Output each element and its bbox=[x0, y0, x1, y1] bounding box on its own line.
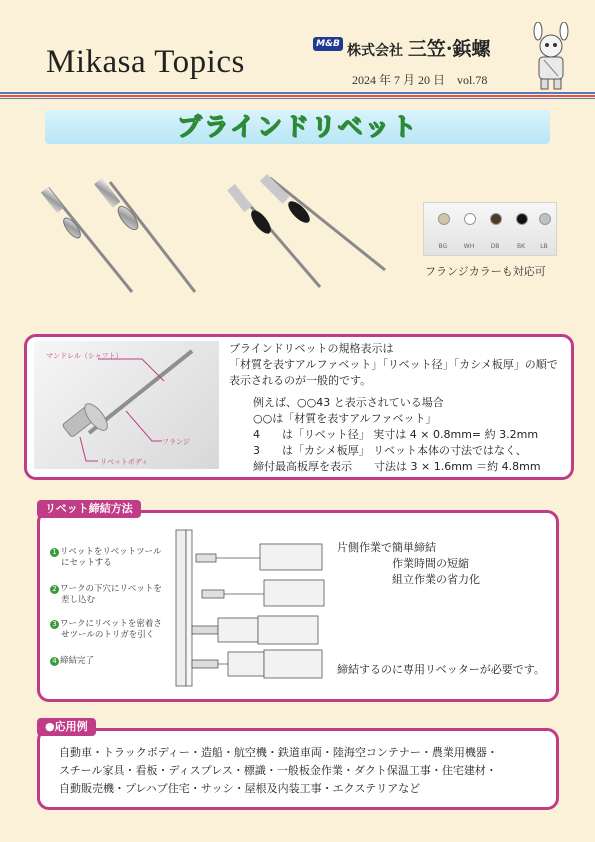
applications-line: スチール家具・看板・ディスプレス・標識・一般板金作業・ダクト保温工事・住宅建材・ bbox=[59, 764, 497, 777]
spec-box bbox=[24, 334, 574, 480]
spec-intro-line: 「材質を表すアルファベット」「リベット径」「カシメ板厚」の順で bbox=[229, 358, 558, 371]
flange-color-swatches bbox=[423, 202, 557, 256]
step-line: せツールのトリガを引く bbox=[61, 630, 155, 640]
spec-intro-line: 表示されるのが一般的です。 bbox=[229, 374, 372, 387]
fastening-diagram bbox=[168, 526, 328, 688]
spec-example-line: 3 は「カシメ板厚」 リベット本体の寸法ではなく、 bbox=[253, 444, 527, 457]
issue-date: 2024 年 7 月 20 日 vol.78 bbox=[352, 73, 488, 87]
company-name-block bbox=[347, 34, 491, 61]
banner-heading: ブラインドリベット bbox=[176, 112, 419, 141]
flange-caption: フランジカラーも対応可 bbox=[425, 265, 546, 278]
swatch-bk bbox=[516, 213, 528, 225]
header-rule-blue bbox=[0, 92, 595, 94]
method-step bbox=[50, 584, 175, 606]
header-rule-thin bbox=[0, 98, 595, 99]
swatch-label: WH bbox=[463, 243, 475, 250]
label-flange: フランジ bbox=[162, 438, 190, 446]
spec-example-line: 例えば、○○43 と表示されている場合 bbox=[253, 396, 444, 409]
rivet-diagram-photo bbox=[34, 341, 219, 469]
step-number-icon: 4 bbox=[50, 657, 59, 666]
spec-example bbox=[253, 395, 573, 475]
method-point: 作業時間の短縮 bbox=[392, 557, 469, 570]
company-logo: M&B bbox=[313, 37, 343, 51]
step-line: ワークの下穴にリベットを bbox=[60, 584, 162, 594]
swatch-label: LB bbox=[540, 243, 548, 250]
applications-list bbox=[59, 744, 549, 798]
swatch-wh bbox=[464, 213, 476, 225]
step-line: リベットをリベットツール bbox=[60, 547, 162, 557]
method-note: 締結するのに専用リベッターが必要です。 bbox=[337, 663, 545, 676]
method-point: 組立作業の省力化 bbox=[392, 573, 480, 586]
swatch-lb bbox=[539, 213, 551, 225]
rivet-photo-black-flange bbox=[225, 172, 400, 307]
spec-example-line: ○○は「材質を表すアルファベット」 bbox=[253, 412, 437, 425]
applications-label: ●応用例 bbox=[37, 718, 96, 736]
step-number-icon: 3 bbox=[50, 620, 59, 629]
step-number-icon: 2 bbox=[50, 585, 59, 594]
applications-line: 自動販売機・プレハブ住宅・サッシ・屋根及内装工事・エクステリアなど bbox=[59, 782, 421, 795]
mascot-illustration bbox=[528, 22, 574, 92]
spec-intro-line: ブラインドリベットの規格表示は bbox=[229, 342, 394, 355]
label-mandrel: マンドレル（シャフト） bbox=[46, 352, 123, 360]
step-line: ワークにリベットを密着さ bbox=[60, 619, 162, 629]
swatch-db bbox=[490, 213, 502, 225]
label-body: リベットボディ bbox=[100, 458, 149, 466]
swatch-label: BG bbox=[438, 243, 448, 250]
method-step bbox=[50, 547, 175, 569]
header-rule-red bbox=[0, 95, 595, 97]
method-point: 片側作業で簡単締結 bbox=[337, 541, 436, 554]
method-step bbox=[50, 656, 175, 667]
step-line: 締結完了 bbox=[60, 656, 95, 666]
company-prefix: 株式会社 bbox=[347, 43, 403, 59]
spec-intro bbox=[229, 341, 569, 389]
applications-line: 自動車・トラックボディー・造船・航空機・鉄道車両・陸海空コンテナー・農業用機器・ bbox=[59, 746, 498, 759]
rivet-photo-silver bbox=[40, 172, 210, 312]
method-step bbox=[50, 619, 175, 641]
company-name: 三笠·鋲螺 bbox=[407, 38, 491, 60]
step-number-icon: 1 bbox=[50, 548, 59, 557]
swatch-label: DB bbox=[490, 243, 500, 250]
heading-banner bbox=[45, 110, 550, 144]
step-line: にセットする bbox=[61, 558, 112, 568]
step-line: 差し込む bbox=[61, 595, 96, 605]
swatch-bg bbox=[438, 213, 450, 225]
spec-example-line: 4 は「リベット径」 実寸は 4 × 0.8mm= 約 3.2mm bbox=[253, 428, 539, 441]
spec-example-line: 締付最高板厚を表示 寸法は 3 × 1.6mm ＝約 4.8mm bbox=[253, 460, 541, 473]
swatch-label: BK bbox=[516, 243, 526, 250]
page-title: Mikasa Topics bbox=[46, 44, 245, 80]
method-label: リベット締結方法 bbox=[37, 500, 141, 518]
